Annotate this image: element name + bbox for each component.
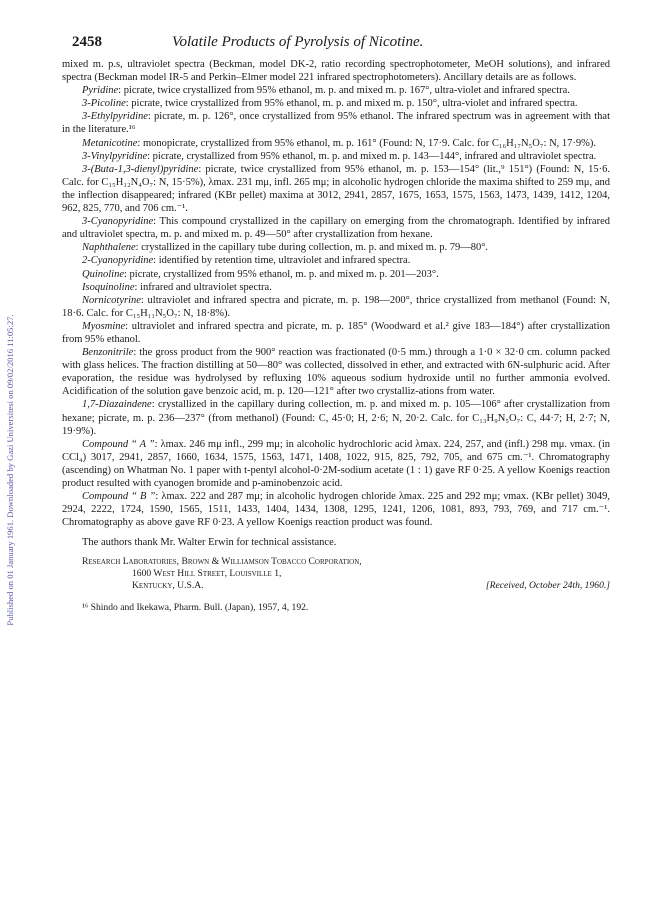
compound-name: 3-(Buta-1,3-dienyl)pyridine <box>82 163 199 175</box>
paragraph <box>62 268 610 281</box>
received-date: [Received, October 24th, 1960.] <box>485 580 610 592</box>
compound-name: Quinoline <box>82 268 124 280</box>
paragraph <box>62 398 610 437</box>
paragraph-text: : ultraviolet and infrared spectra and picrate, m. p. 198—200°, thrice crystallized from methanol (Found: N, 18·6. Calc. for C₁₅H₁₁N₅O₇: N, 18·8%). <box>62 294 610 319</box>
paragraph <box>62 150 610 163</box>
paragraph <box>62 58 610 84</box>
paragraph-text: : identified by retention time, ultraviolet and infrared spectra. <box>153 255 411 267</box>
compound-name: 3-Cyanopyridine <box>82 216 154 228</box>
paragraph <box>62 254 610 267</box>
compound-name: 2-Cyanopyridine <box>82 255 154 267</box>
compound-name: 3-Picoline <box>82 98 126 110</box>
paragraph-text: : picrate, crystallized from 95% ethanol, m. p. and mixed m. p. 201—203°. <box>124 268 439 280</box>
paragraph <box>62 163 610 215</box>
compound-name: 3-Vinylpyridine <box>82 150 148 162</box>
author-address <box>82 556 610 592</box>
paragraph <box>62 137 610 150</box>
compound-name: Naphthalene <box>82 242 136 254</box>
paragraph <box>62 97 610 110</box>
paragraph <box>62 84 610 97</box>
paragraph-text: : crystallized in the capillary during collection, m. p. and mixed m. p. 105—106° after crystallization from hexane; picrate, m. p. 236—237° (from methanol) (Found: C, 45·0; H, 2·6; N, 20·2. Calc. for C₁₃H₉N₅O₇: C, 44·7; H, 2·7; N, 19·9%). <box>62 399 610 437</box>
page-number: 2458 <box>72 34 102 50</box>
running-title: Volatile Products of Pyrolysis of Nicotine. <box>172 34 424 50</box>
article-body <box>62 58 610 529</box>
paragraph-text: : picrate, m. p. 126°, once crystallized from 95% ethanol. The infrared spectrum was in agreement with that in the literature.¹⁶ <box>62 111 610 136</box>
paragraph <box>62 490 610 529</box>
download-watermark <box>2 160 18 780</box>
compound-name: Benzonitrile <box>82 347 134 359</box>
paragraph <box>62 294 610 320</box>
address-line-3: Kentucky, U.S.A. <box>132 580 204 592</box>
paragraph-text: : picrate, twice crystallized from 95% ethanol, m. p. and mixed m. p. 150°, ultra-violet and infrared spectra. <box>125 98 578 110</box>
address-line-1: Research Laboratories, Brown & Williamson Tobacco Corporation, <box>82 556 362 568</box>
address-line-2: 1600 West Hill Street, Louisville 1, <box>132 568 282 580</box>
compound-name: Metanicotine <box>82 137 138 149</box>
journal-page <box>62 34 610 613</box>
compound-name: Compound “ B ” <box>82 491 156 503</box>
compound-name: Pyridine <box>82 85 119 97</box>
paragraph-text: : ultraviolet and infrared spectra and picrate, m. p. 185° (Woodward et al.² give 183—184°) after crystallization from 95% ethanol. <box>62 320 610 345</box>
paragraph <box>62 438 610 490</box>
paragraph <box>62 241 610 254</box>
paragraph-text: mixed m. p.s, ultraviolet spectra (Beckman, model DK-2, ratio recording spectrophotometer, MeOH solutions), and infrared spectra (Beckman model IR-5 and Perkin–Elmer model 221 infrared spectrophotometers). Ancillary details are as follows. <box>62 59 610 84</box>
compound-name: Myosmine <box>82 320 126 332</box>
paragraph <box>62 346 610 398</box>
footnote: ¹⁶ Shindo and Ikekawa, Pharm. Bull. (Japan), 1957, 4, 192. <box>82 602 309 614</box>
compound-name: Compound “ A ” <box>82 438 155 450</box>
compound-name: Isoquinoline <box>82 281 135 293</box>
paragraph-text: : λmax. 246 mμ infl., 299 mμ; in alcoholic hydrochloric acid λmax. 224, 257, and (infl.) 298 mμ. νmax. (in CCl₄) 3017, 2941, 2857, 1660, 1634, 1575, 1563, 1471, 1408, 1022, 915, 825, 792, 705, and 675 cm.⁻¹. Chromatography (ascending) on Whatman No. 1 paper with t-pentyl alcohol-0·2M-sodium acetate (1 : 1) gave RF 0·25. A yellow Koenigs reaction product resulted with cyanogen bromide and p-aminobenzoic acid. <box>62 438 610 489</box>
paragraph-text: : infrared and ultraviolet spectra. <box>134 281 272 293</box>
compound-name: Nornicotyrine <box>82 294 141 306</box>
compound-name: 3-Ethylpyridine <box>82 111 148 123</box>
paragraph-text: : picrate, twice crystallized from 95% ethanol, m. p. 153—154° (lit.,⁹ 151°) (Found: N, 15·6. Calc. for C₁₅H₁₂N₄O₇: N, 15·5%), λmax. 231 mμ, infl. 265 mμ; in alcoholic hydrogen chloride the maxima shifted to 259 mμ, and the inflection disappeared; infrared (KBr pellet) maxima at 3012, 2941, 2857, 1675, 1653, 1575, 1563, 1473, 1439, 1412, 1204, 962, 825, 770, and 706 cm.⁻¹. <box>62 163 610 215</box>
paragraph-text: : picrate, twice crystallized from 95% ethanol, m. p. and mixed m. p. 167°, ultra-violet and infrared spectra. <box>118 85 570 97</box>
paragraph-text: : picrate, crystallized from 95% ethanol, m. p. and mixed m. p. 143—144°, infrared and ultraviolet spectra. <box>147 150 597 162</box>
paragraph <box>62 320 610 346</box>
acknowledgement: The authors thank Mr. Walter Erwin for technical assistance. <box>82 537 337 549</box>
paragraph <box>62 281 610 294</box>
paragraph-text: : the gross product from the 900° reaction was fractionated (0·5 mm.) through a 1·0 × 32·0 cm. column packed with glass helices. The fraction distilling at 50—80° was collected, dissolved in ether, and extracted with 6N-sulphuric acid. After evaporation, the residue was hydrolysed by refluxing 10% aqueous sodium hydroxide until no further ammonia evolved. Acidification of the solution gave benzoic acid, m. p. 120—121° after two crystalliz-ations from water. <box>62 347 610 398</box>
compound-name: 1,7-Diazaindene <box>82 399 152 411</box>
paragraph-text: : λmax. 222 and 287 mμ; in alcoholic hydrogen chloride λmax. 225 and 292 mμ; νmax. (KBr pellet) 3049, 2924, 2222, 1724, 1590, 1565, 1511, 1433, 1404, 1434, 1308, 1295, 1241, 1206, 1081, 893, 793, 769, and 717 cm.⁻¹. Chromatography as above gave RF 0·23. A yellow Koenigs reaction product was found. <box>62 491 611 529</box>
paragraph <box>62 110 610 136</box>
paragraph-text: : This compound crystallized in the capillary on emerging from the chromatograph. Identified by infrared and ultraviolet spectra, m. p. and mixed m. p. 49—50° after crystallization from hexane. <box>62 216 610 241</box>
paragraph-text: : monopicrate, crystallized from 95% ethanol, m. p. 161° (Found: N, 17·9. Calc. for C₁₆H₁₇N₅O₇: N, 17·9%). <box>137 137 597 149</box>
paragraph <box>62 215 610 241</box>
paragraph-text: : crystallized in the capillary tube during collection, m. p. and mixed m. p. 79—80°. <box>135 242 489 254</box>
download-watermark-text: Published on 01 January 1961. Downloaded by Gazi Universitesi on 09/02/2016 11:05:27. <box>5 314 15 626</box>
page-header <box>62 34 610 58</box>
